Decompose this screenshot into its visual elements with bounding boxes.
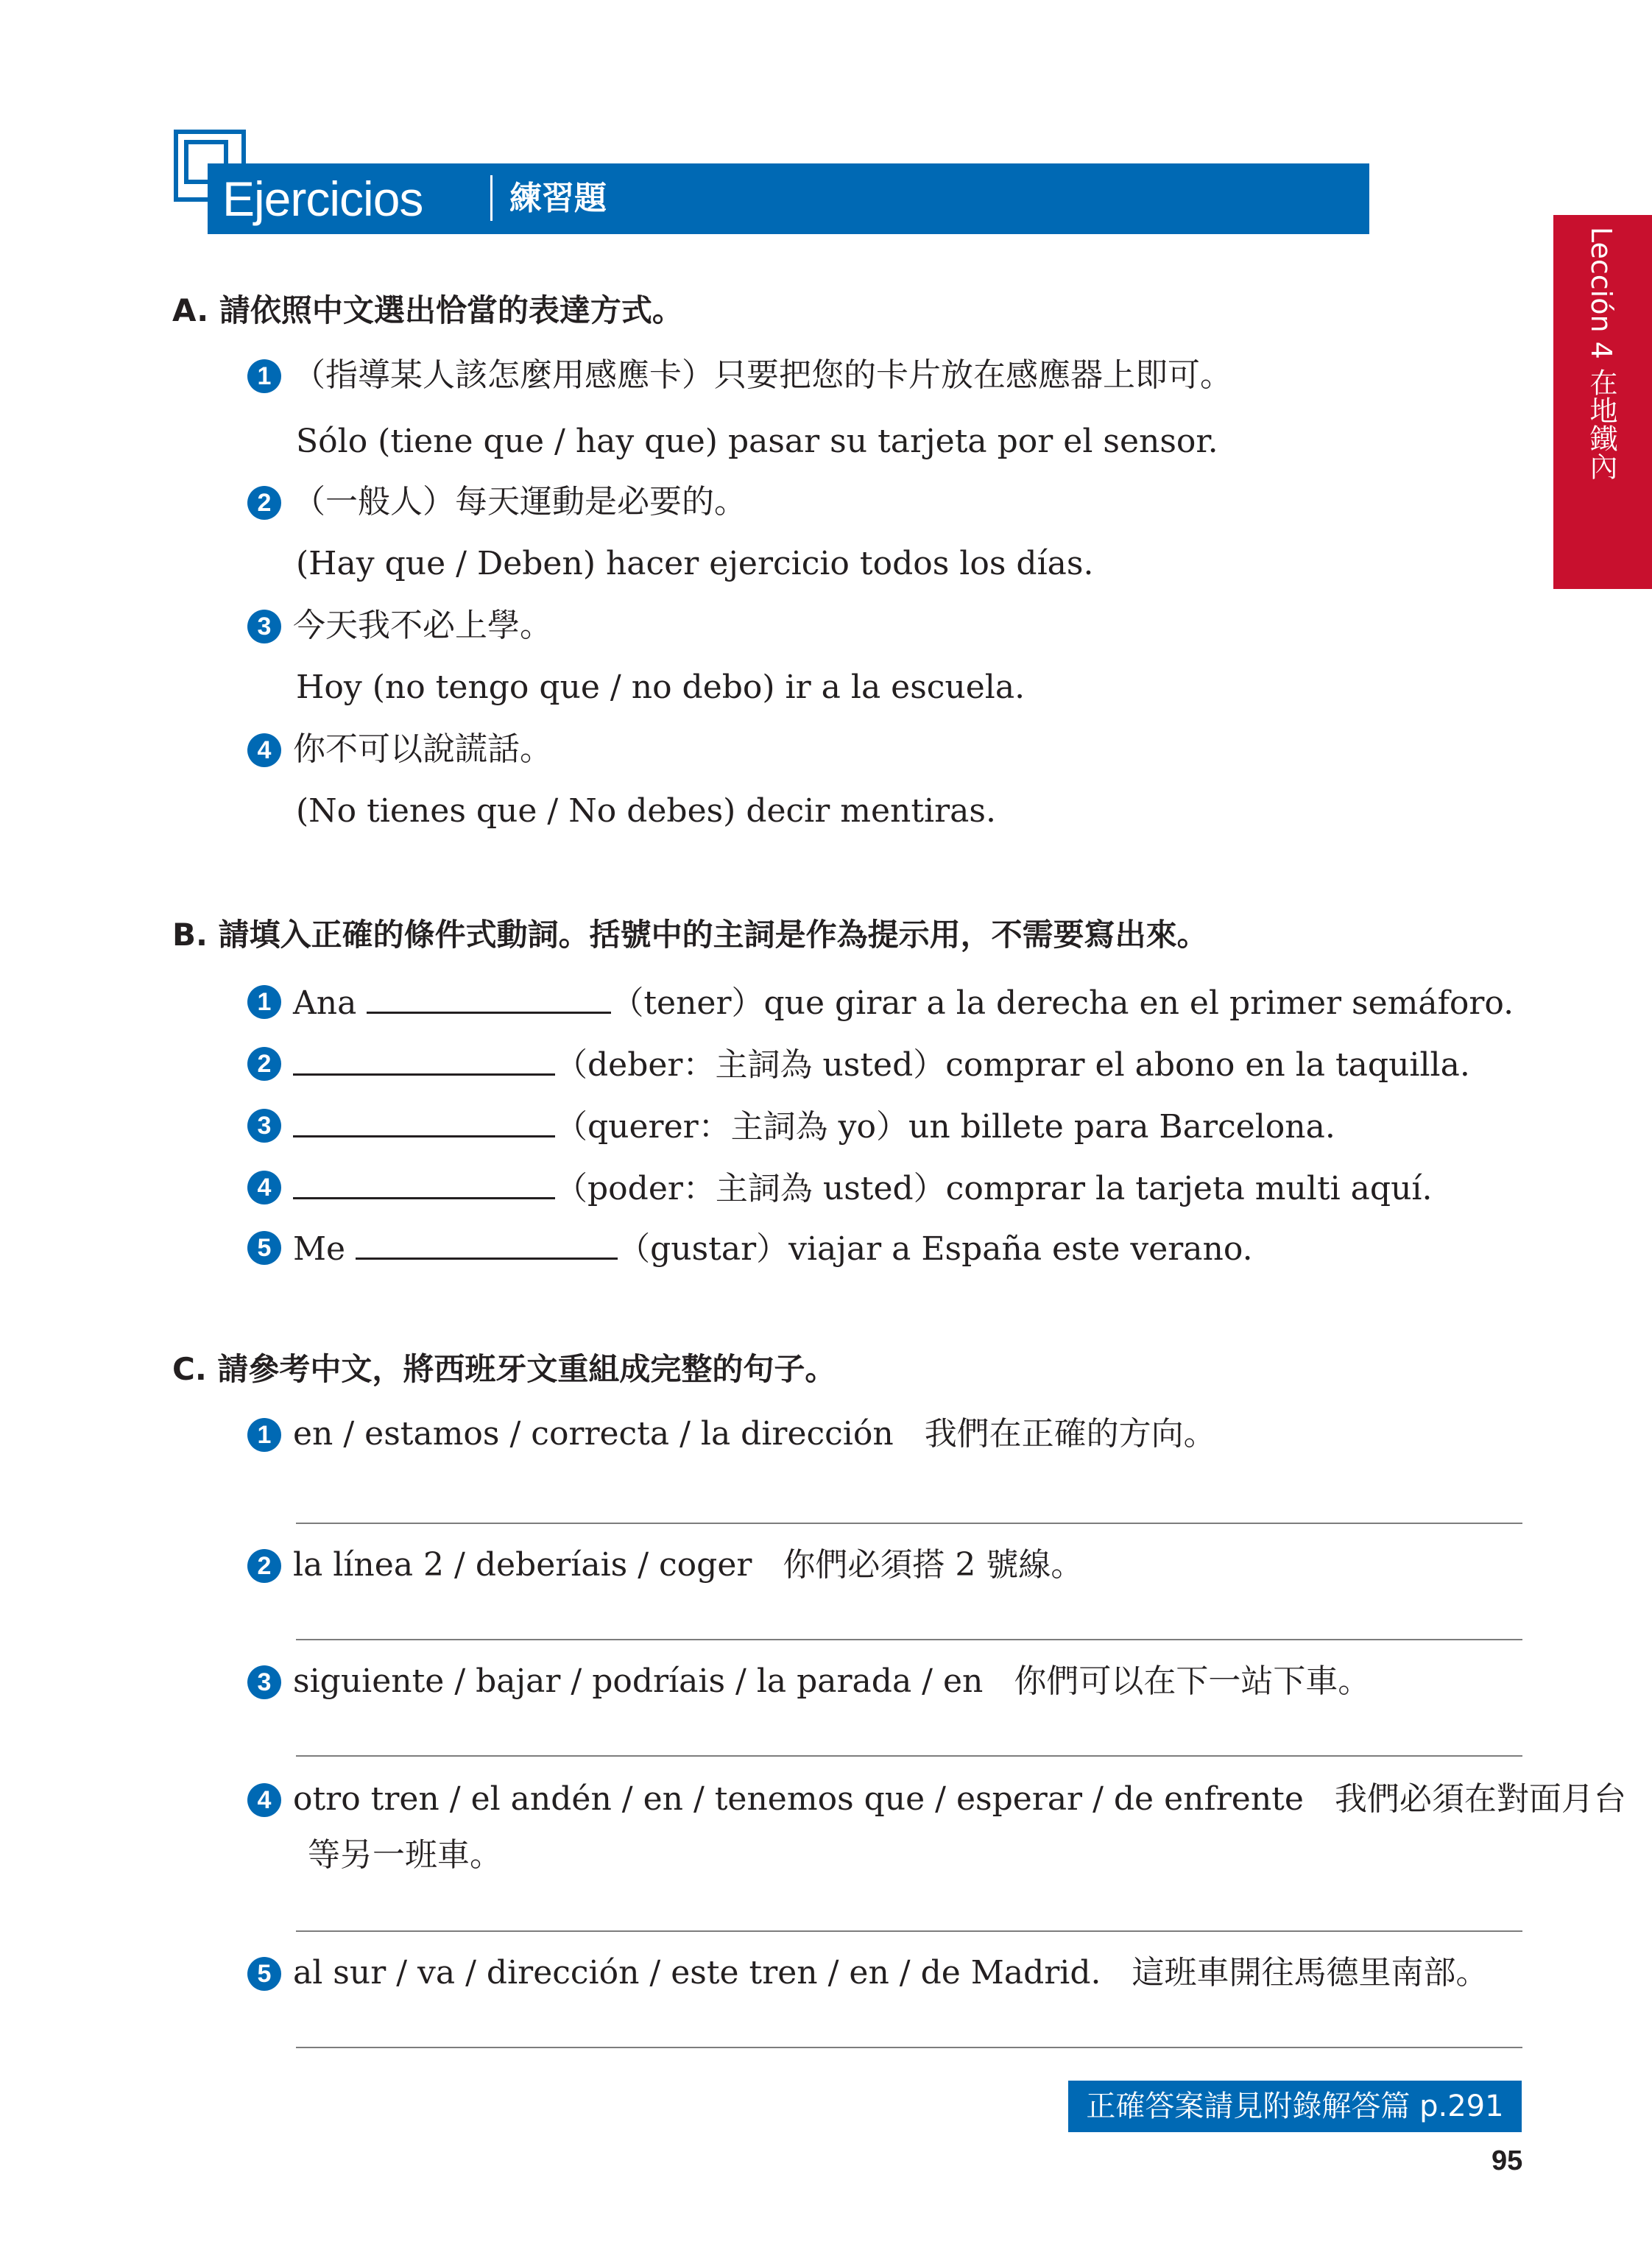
answer-line[interactable] (296, 2047, 1522, 2048)
item-chinese-prompt: 今天我不必上學。 (293, 607, 552, 644)
sentence-rest: （gustar）viajar a España este verano. (618, 1230, 1253, 1268)
number-badge: 2 (247, 1549, 281, 1583)
page-subtitle: 練習題 (509, 180, 607, 217)
scrambled-words: al sur / va / dirección / este tren / en / de Madrid. (293, 1954, 1101, 1992)
scrambled-words: en / estamos / correcta / la dirección (293, 1415, 894, 1453)
number-badge: 3 (247, 610, 281, 643)
chinese-hint: 我們在正確的方向。 (924, 1415, 1216, 1453)
chinese-hint: 你們必須搭 2 號線。 (783, 1546, 1084, 1584)
answer-blank[interactable] (293, 1103, 555, 1137)
chinese-hint: 你們可以在下一站下車。 (1014, 1662, 1371, 1700)
header-banner (208, 163, 1369, 234)
number-badge: 4 (247, 1783, 281, 1817)
answer-line[interactable] (296, 1755, 1522, 1757)
number-badge: 1 (247, 1418, 281, 1452)
scrambled-words: siguiente / bajar / podríais / la parada / en (293, 1662, 984, 1700)
number-badge: 5 (247, 1957, 281, 1991)
number-badge: 4 (247, 1171, 281, 1204)
section-a-item-3-spanish: Hoy (no tengo que / no debo) ir a la escuela. (296, 669, 1026, 706)
page-title: Ejercicios (222, 172, 423, 226)
sentence-start: Ana (293, 984, 357, 1022)
answer-line[interactable] (296, 1523, 1522, 1524)
section-a-item-4-spanish: (No tienes que / No debes) decir mentiras. (296, 792, 996, 830)
scrambled-words: la línea 2 / deberíais / coger (293, 1546, 752, 1584)
title-divider (490, 175, 493, 221)
sentence-rest: （deber：主詞為 usted）comprar el abono en la taquilla. (555, 1046, 1470, 1084)
number-badge: 5 (247, 1231, 281, 1265)
number-badge: 3 (247, 1109, 281, 1143)
section-a-item-1-spanish: Sólo (tiene que / hay que) pasar su tarjeta por el sensor. (296, 423, 1218, 460)
chinese-hint: 這班車開往馬德里南部。 (1132, 1954, 1489, 1992)
answer-blank[interactable] (356, 1225, 618, 1260)
number-badge: 4 (247, 733, 281, 767)
item-chinese-prompt: （一般人）每天運動是必要的。 (293, 483, 746, 521)
item-chinese-prompt: 你不可以說謊話。 (293, 730, 552, 768)
answer-reference-box: 正確答案請見附錄解答篇 p.291 (1068, 2081, 1522, 2132)
lesson-side-tab-label: Lección 4 在地鐵內 (1585, 227, 1617, 480)
number-badge: 1 (247, 985, 281, 1019)
section-b-title: B. 請填入正確的條件式動詞。括號中的主詞是作為提示用，不需要寫出來。 (172, 917, 1208, 953)
answer-line[interactable] (296, 1930, 1522, 1932)
page-number: 95 (1492, 2145, 1523, 2176)
sentence-rest: （tener）que girar a la derecha en el primer semáforo. (611, 984, 1514, 1022)
sentence-start: Me (293, 1230, 346, 1268)
chinese-hint: 我們必須在對面月台 (1334, 1780, 1626, 1818)
answer-blank[interactable] (367, 979, 611, 1014)
number-badge: 2 (247, 486, 281, 520)
scrambled-words: otro tren / el andén / en / tenemos que / esperar / de enfrente (293, 1780, 1304, 1818)
answer-line[interactable] (296, 1639, 1522, 1640)
item-chinese-prompt: （指導某人該怎麼用感應卡）只要把您的卡片放在感應器上即可。 (293, 356, 1232, 394)
section-c-title: C. 請參考中文，將西班牙文重組成完整的句子。 (172, 1351, 836, 1387)
section-a-title: A. 請依照中文選出恰當的表達方式。 (172, 292, 683, 328)
answer-blank[interactable] (293, 1165, 555, 1199)
number-badge: 3 (247, 1665, 281, 1699)
number-badge: 2 (247, 1047, 281, 1081)
sentence-rest: （querer：主詞為 yo）un billete para Barcelona. (555, 1108, 1335, 1146)
sentence-rest: （poder：主詞為 usted）comprar la tarjeta multi aquí. (555, 1170, 1433, 1207)
section-c-item-4-hint-continued: 等另一班車。 (308, 1836, 502, 1874)
section-a-item-2-spanish: (Hay que / Deben) hacer ejercicio todos los días. (296, 545, 1094, 582)
lesson-side-tab (1553, 215, 1652, 589)
answer-blank[interactable] (293, 1041, 555, 1076)
number-badge: 1 (247, 359, 281, 393)
